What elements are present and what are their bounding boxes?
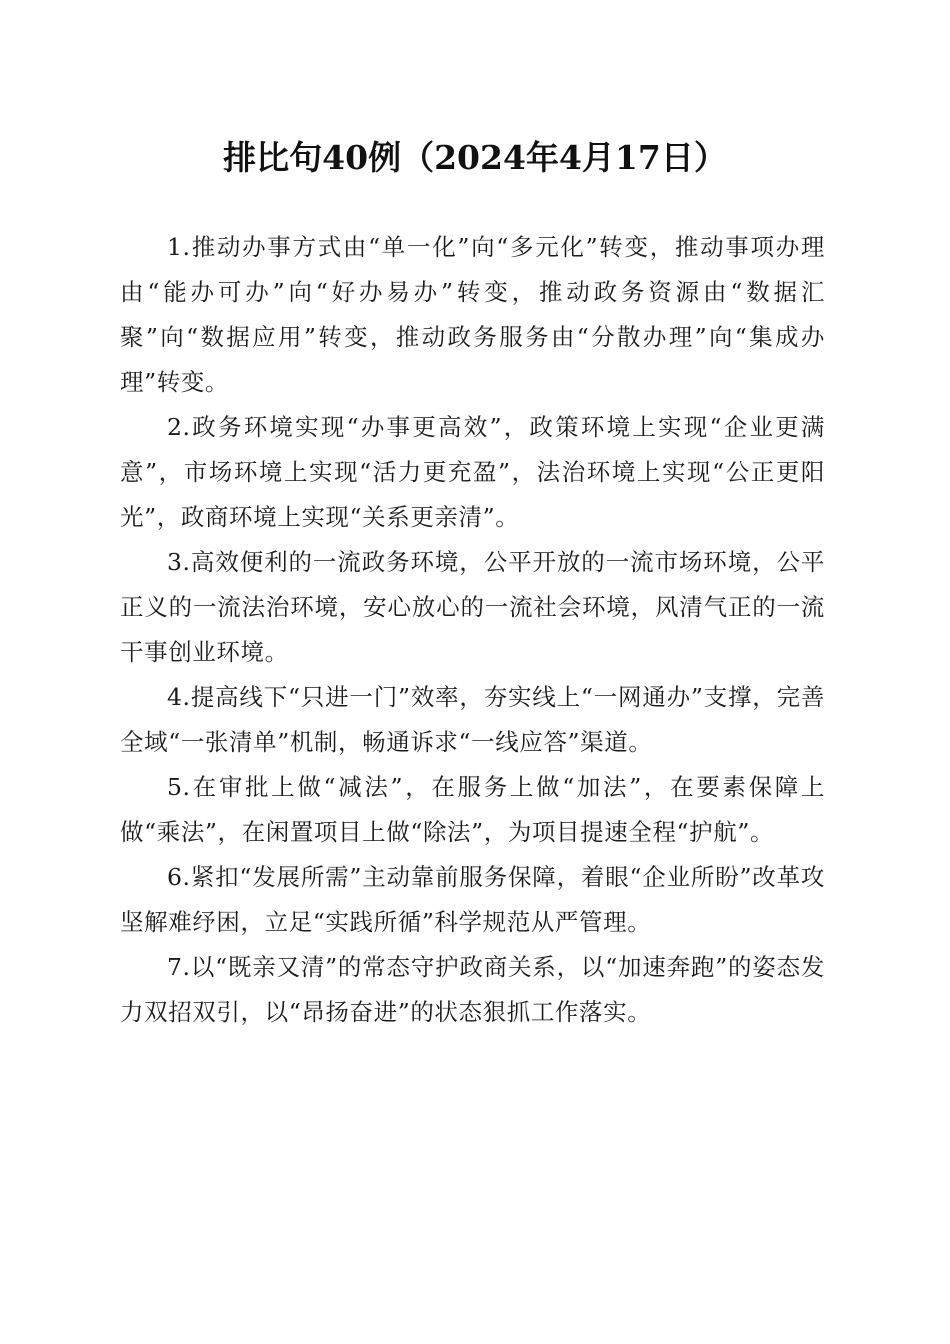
paragraph-2: 2.政务环境实现“办事更高效”，政策环境上实现“企业更满意”，市场环境上实现“活力更充盈”，法治环境上实现“公正更阳光”，政商环境上实现“关系更亲清”。 [120, 413, 825, 531]
paragraph-5: 5.在审批上做“减法”，在服务上做“加法”，在要素保障上做“乘法”，在闲置项目上做“除法”，为项目提速全程“护航”。 [120, 773, 825, 846]
paragraph-4: 4.提高线下“只进一门”效率，夯实线上“一网通办”支撑，完善全域“一张清单”机制，畅通诉求“一线应答”渠道。 [120, 683, 825, 756]
paragraph-3: 3.高效便利的一流政务环境，公平开放的一流市场环境，公平正义的一流法治环境，安心放心的一流社会环境，风清气正的一流干事创业环境。 [120, 548, 825, 666]
document-body [120, 225, 825, 1035]
paragraph-1: 1.推动办事方式由“单一化”向“多元化”转变，推动事项办理由“能办可办”向“好办易办”转变，推动政务资源由“数据汇聚”向“数据应用”转变，推动政务服务由“分散办理”向“集成办理”转变。 [120, 233, 825, 396]
document-title: 排比句40例（2024年4月17日） [223, 138, 727, 177]
paragraph-6: 6.紧扣“发展所需”主动靠前服务保障，着眼“企业所盼”改革攻坚解难纾困，立足“实践所循”科学规范从严管理。 [120, 863, 825, 936]
paragraph-7: 7.以“既亲又清”的常态守护政商关系，以“加速奔跑”的姿态发力双招双引，以“昂扬奋进”的状态狠抓工作落实。 [120, 953, 825, 1026]
